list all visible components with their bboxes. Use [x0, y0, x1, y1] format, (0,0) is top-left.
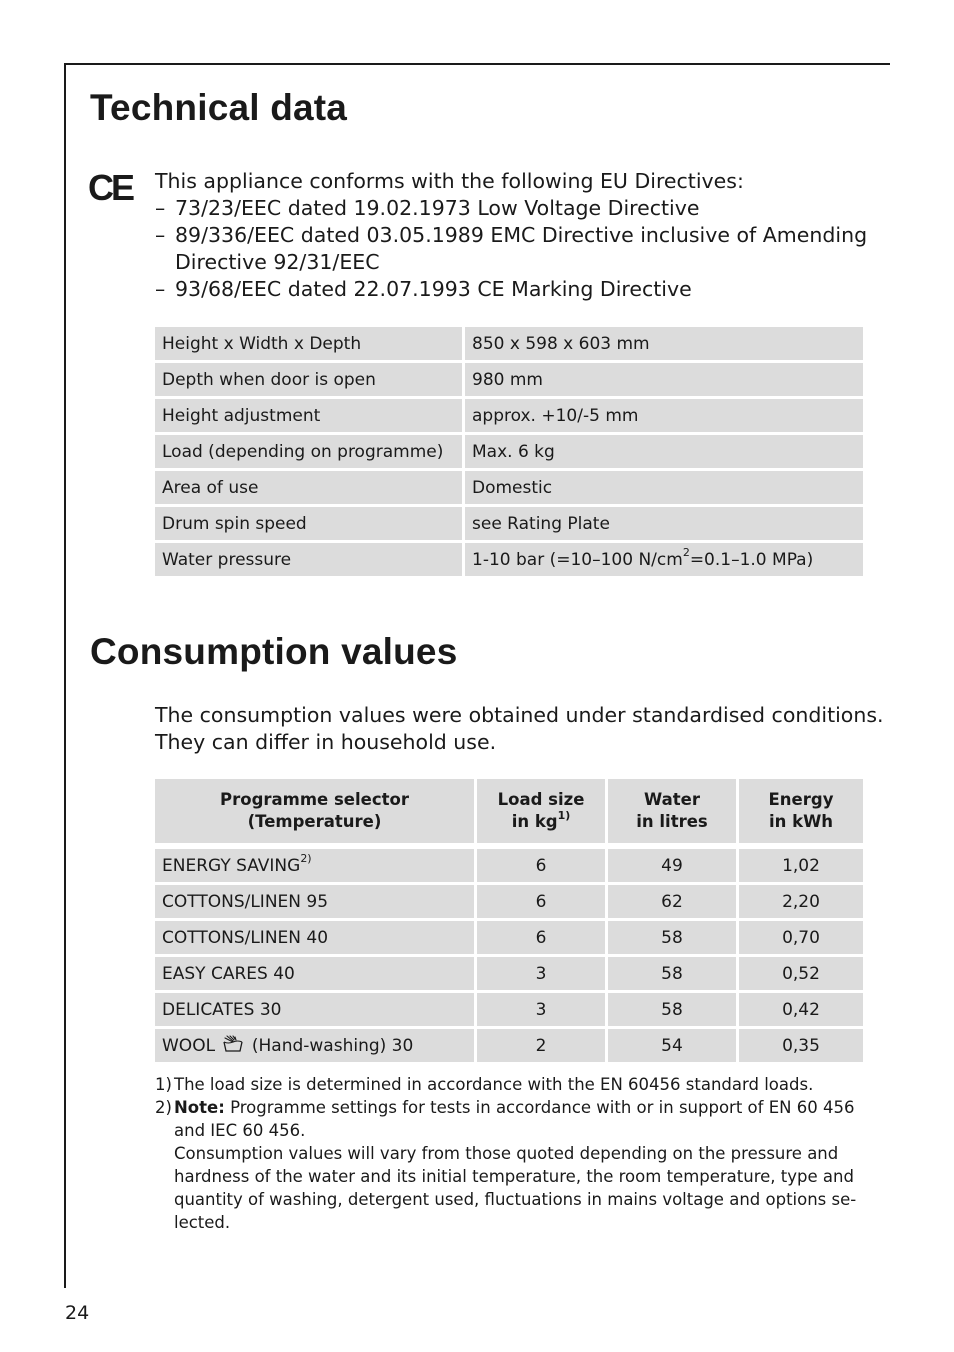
page-number: 24	[65, 1302, 90, 1324]
table-row	[155, 1029, 863, 1062]
directives-intro: This appliance conforms with the following EU Directives:	[155, 169, 744, 193]
header-energy: Energy in kWh	[739, 779, 863, 846]
technical-specs-table	[152, 324, 866, 579]
header-water: Water in litres	[608, 779, 736, 846]
energy-cell: 0,42	[739, 993, 863, 1026]
footnote-text: and IEC 60 456.	[174, 1121, 306, 1140]
water-cell: 54	[608, 1029, 736, 1062]
load-cell: 3	[477, 993, 605, 1026]
spec-value: 850 x 598 x 603 mm	[465, 327, 863, 360]
spec-value: see Rating Plate	[465, 507, 863, 540]
spec-value	[465, 543, 863, 576]
spec-value: approx. +10/-5 mm	[465, 399, 863, 432]
dash-bullet: –	[155, 277, 166, 301]
programme-cell: COTTONS/LINEN 95	[155, 885, 474, 918]
header-programme: Programme selector (Temperature)	[155, 779, 474, 846]
spec-value: 980 mm	[465, 363, 863, 396]
ce-mark-icon: CE	[88, 167, 133, 208]
programme-cell: WOOL (Hand-washing) 30	[155, 1029, 474, 1062]
water-cell: 58	[608, 921, 736, 954]
spec-label: Height adjustment	[155, 399, 462, 432]
hand-wash-icon	[222, 1035, 244, 1053]
programme-cell: DELICATES 30	[155, 993, 474, 1026]
footnote-text: hardness of the water and its initial temperature, the room temperature, type and	[174, 1167, 854, 1186]
footnote-text: lected.	[174, 1213, 231, 1232]
table-row	[155, 885, 863, 918]
programme-cell: EASY CARES 40	[155, 957, 474, 990]
water-pressure-value: 1-10 bar (=10–100 N/cm	[472, 549, 683, 570]
superscript: 2)	[300, 851, 312, 865]
energy-cell: 0,70	[739, 921, 863, 954]
spec-label: Water pressure	[155, 543, 462, 576]
load-cell: 6	[477, 921, 605, 954]
intro-line: They can differ in household use.	[155, 730, 497, 754]
table-row	[155, 435, 863, 468]
footnote-1	[155, 1073, 855, 1096]
spec-value: Domestic	[465, 471, 863, 504]
header-load: Load size in $kg^{1)}$	[477, 779, 605, 846]
table-row	[155, 849, 863, 882]
dash-bullet: –	[155, 196, 166, 220]
water-cell: 58	[608, 957, 736, 990]
dash-bullet: –	[155, 223, 166, 247]
directive-item	[155, 276, 875, 303]
footnote-text: Programme settings for tests in accordance with or in support of EN 60 456	[224, 1098, 855, 1117]
table-row	[155, 921, 863, 954]
footnote-text: The load size is determined in accordance with the EN 60456 standard loads.	[174, 1075, 814, 1094]
spec-label: Drum spin speed	[155, 507, 462, 540]
page-frame-left-rule	[64, 63, 66, 1288]
directive-text: 89/336/EEC dated 03.05.1989 EMC Directive inclusive of Amending	[175, 223, 868, 247]
load-cell: 6	[477, 885, 605, 918]
page-frame-top-rule	[64, 63, 890, 65]
directive-text-continued: Directive 92/31/EEC	[175, 250, 380, 274]
superscript: 2	[682, 545, 690, 559]
directive-item	[155, 195, 875, 222]
energy-cell: 0,52	[739, 957, 863, 990]
water-cell: 62	[608, 885, 736, 918]
water-pressure-value-end: =0.1–1.0 MPa)	[689, 549, 814, 570]
superscript: 1)	[557, 808, 571, 822]
water-cell: 49	[608, 849, 736, 882]
programme-cell: COTTONS/LINEN 40	[155, 921, 474, 954]
table-header-row	[155, 779, 863, 846]
directive-text: 73/23/EEC dated 19.02.1973 Low Voltage Directive	[175, 196, 700, 220]
footnote-number: 2)	[155, 1098, 172, 1117]
load-cell: 3	[477, 957, 605, 990]
directive-item	[155, 222, 875, 249]
energy-cell: 2,20	[739, 885, 863, 918]
consumption-intro	[155, 702, 884, 756]
directive-text: 93/68/EEC dated 22.07.1993 CE Marking Directive	[175, 277, 692, 301]
table-row	[155, 327, 863, 360]
footnote-number: 1)	[155, 1075, 172, 1094]
footnote-text: Consumption values will vary from those quoted depending on the pressure and	[174, 1144, 839, 1163]
load-cell: 2	[477, 1029, 605, 1062]
table-row	[155, 363, 863, 396]
table-row	[155, 543, 863, 576]
footnotes	[155, 1073, 855, 1234]
spec-label: Height x Width x Depth	[155, 327, 462, 360]
table-row	[155, 957, 863, 990]
footnote-2	[155, 1096, 855, 1234]
technical-data-title: Technical data	[90, 87, 348, 128]
spec-label: Load (depending on programme)	[155, 435, 462, 468]
spec-label: Area of use	[155, 471, 462, 504]
table-row	[155, 507, 863, 540]
programme-cell: ENERGY SAVING$^{2)}$	[155, 849, 474, 882]
note-label: Note:	[174, 1098, 225, 1117]
eu-directives	[155, 168, 875, 303]
footnote-text: quantity of washing, detergent used, fluctuations in mains voltage and options se-	[174, 1190, 857, 1209]
table-row	[155, 993, 863, 1026]
spec-label: Depth when door is open	[155, 363, 462, 396]
intro-line: The consumption values were obtained under standardised conditions.	[155, 703, 884, 727]
table-row	[155, 399, 863, 432]
water-cell: 58	[608, 993, 736, 1026]
consumption-values-title: Consumption values	[90, 631, 458, 672]
table-row	[155, 471, 863, 504]
consumption-table	[152, 776, 866, 1065]
energy-cell: 0,35	[739, 1029, 863, 1062]
load-cell: 6	[477, 849, 605, 882]
spec-value: Max. 6 kg	[465, 435, 863, 468]
energy-cell: 1,02	[739, 849, 863, 882]
